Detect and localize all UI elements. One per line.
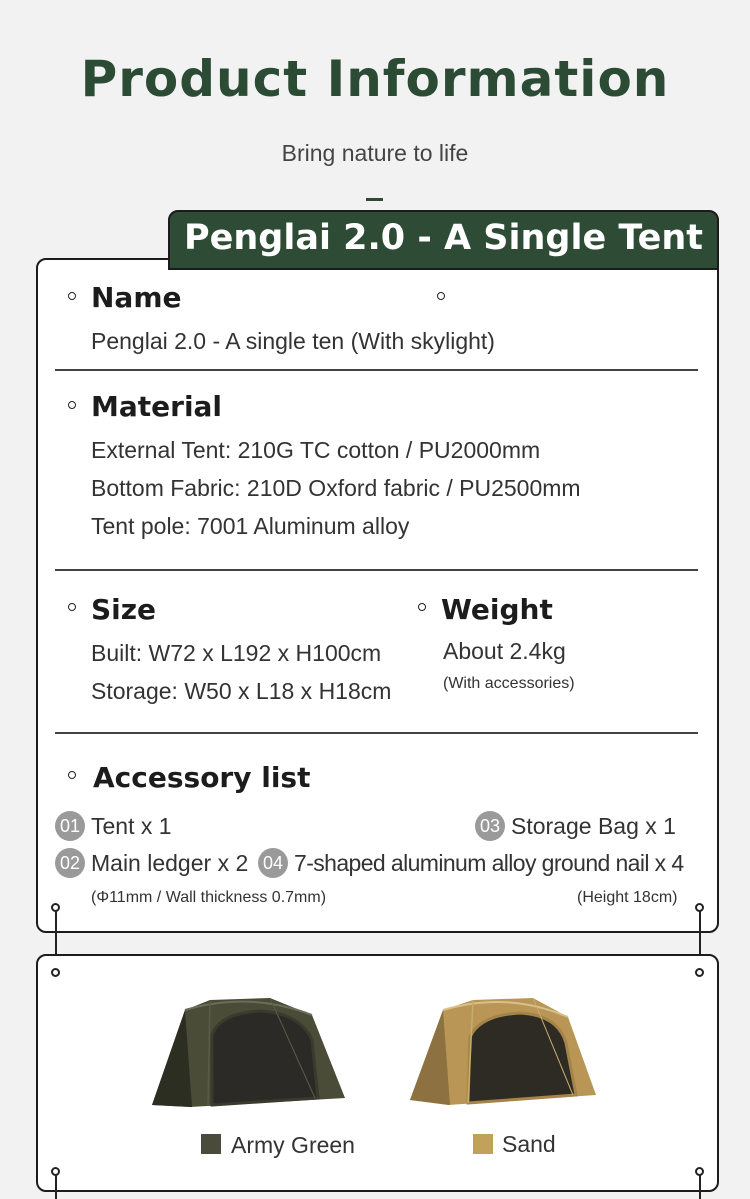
section-divider (55, 569, 698, 571)
weight-heading: Weight (441, 593, 553, 626)
banner-title: Penglai 2.0 - A Single Tent (183, 218, 704, 258)
army-green-swatch[interactable] (201, 1134, 221, 1154)
section-divider (55, 369, 698, 371)
item-number-badge: 03 (475, 811, 505, 841)
color-label[interactable]: Sand (502, 1131, 556, 1157)
sand-tent-image (408, 995, 603, 1110)
title-divider (366, 198, 383, 201)
bullet-icon (68, 292, 76, 300)
size-heading: Size (91, 593, 157, 626)
connector-pin (695, 903, 704, 912)
section-divider (55, 732, 698, 734)
size-built: Built: W72 x L192 x H100cm (91, 640, 382, 666)
connector-pin (695, 1167, 704, 1176)
connector-line (55, 1172, 57, 1199)
accessory-note: (Φ11mm / Wall thickness 0.7mm) (91, 889, 327, 906)
bullet-icon (437, 292, 445, 300)
item-number-badge: 01 (55, 811, 85, 841)
accessory-item: Tent x 1 (91, 813, 172, 839)
material-line: Tent pole: 7001 Aluminum alloy (91, 513, 410, 539)
bullet-icon (68, 401, 76, 409)
bullet-icon (68, 771, 76, 779)
accessory-heading: Accessory list (93, 761, 311, 794)
accessory-item: Main ledger x 2 (91, 850, 249, 876)
item-number-badge: 02 (55, 848, 85, 878)
sand-swatch[interactable] (473, 1134, 493, 1154)
material-line: External Tent: 210G TC cotton / PU2000mm (91, 437, 541, 463)
connector-pin (51, 903, 60, 912)
accessory-item: 7-shaped aluminum alloy ground nail x 4 (294, 850, 684, 876)
army-green-tent-image (150, 995, 350, 1110)
accessory-item: Storage Bag x 1 (511, 813, 676, 839)
size-storage: Storage: W50 x L18 x H18cm (91, 678, 392, 704)
page-subtitle: Bring nature to life (281, 140, 469, 166)
accessory-note: (Height 18cm) (577, 889, 678, 906)
page-title: Product Information (80, 50, 670, 108)
material-heading: Material (91, 390, 223, 423)
connector-pin (695, 968, 704, 977)
connector-pin (51, 968, 60, 977)
weight-value: About 2.4kg (443, 638, 566, 664)
material-line: Bottom Fabric: 210D Oxford fabric / PU2500mm (91, 475, 581, 501)
bullet-icon (418, 603, 426, 611)
connector-line (699, 1172, 701, 1199)
item-number-badge: 04 (258, 848, 288, 878)
product-banner (168, 210, 719, 270)
color-options-card (36, 954, 719, 1192)
bullet-icon (68, 603, 76, 611)
color-label[interactable]: Army Green (231, 1132, 355, 1158)
name-heading: Name (91, 281, 182, 314)
weight-note: (With accessories) (443, 675, 575, 692)
name-value: Penglai 2.0 - A single ten (With skylight) (91, 328, 495, 354)
connector-pin (51, 1167, 60, 1176)
